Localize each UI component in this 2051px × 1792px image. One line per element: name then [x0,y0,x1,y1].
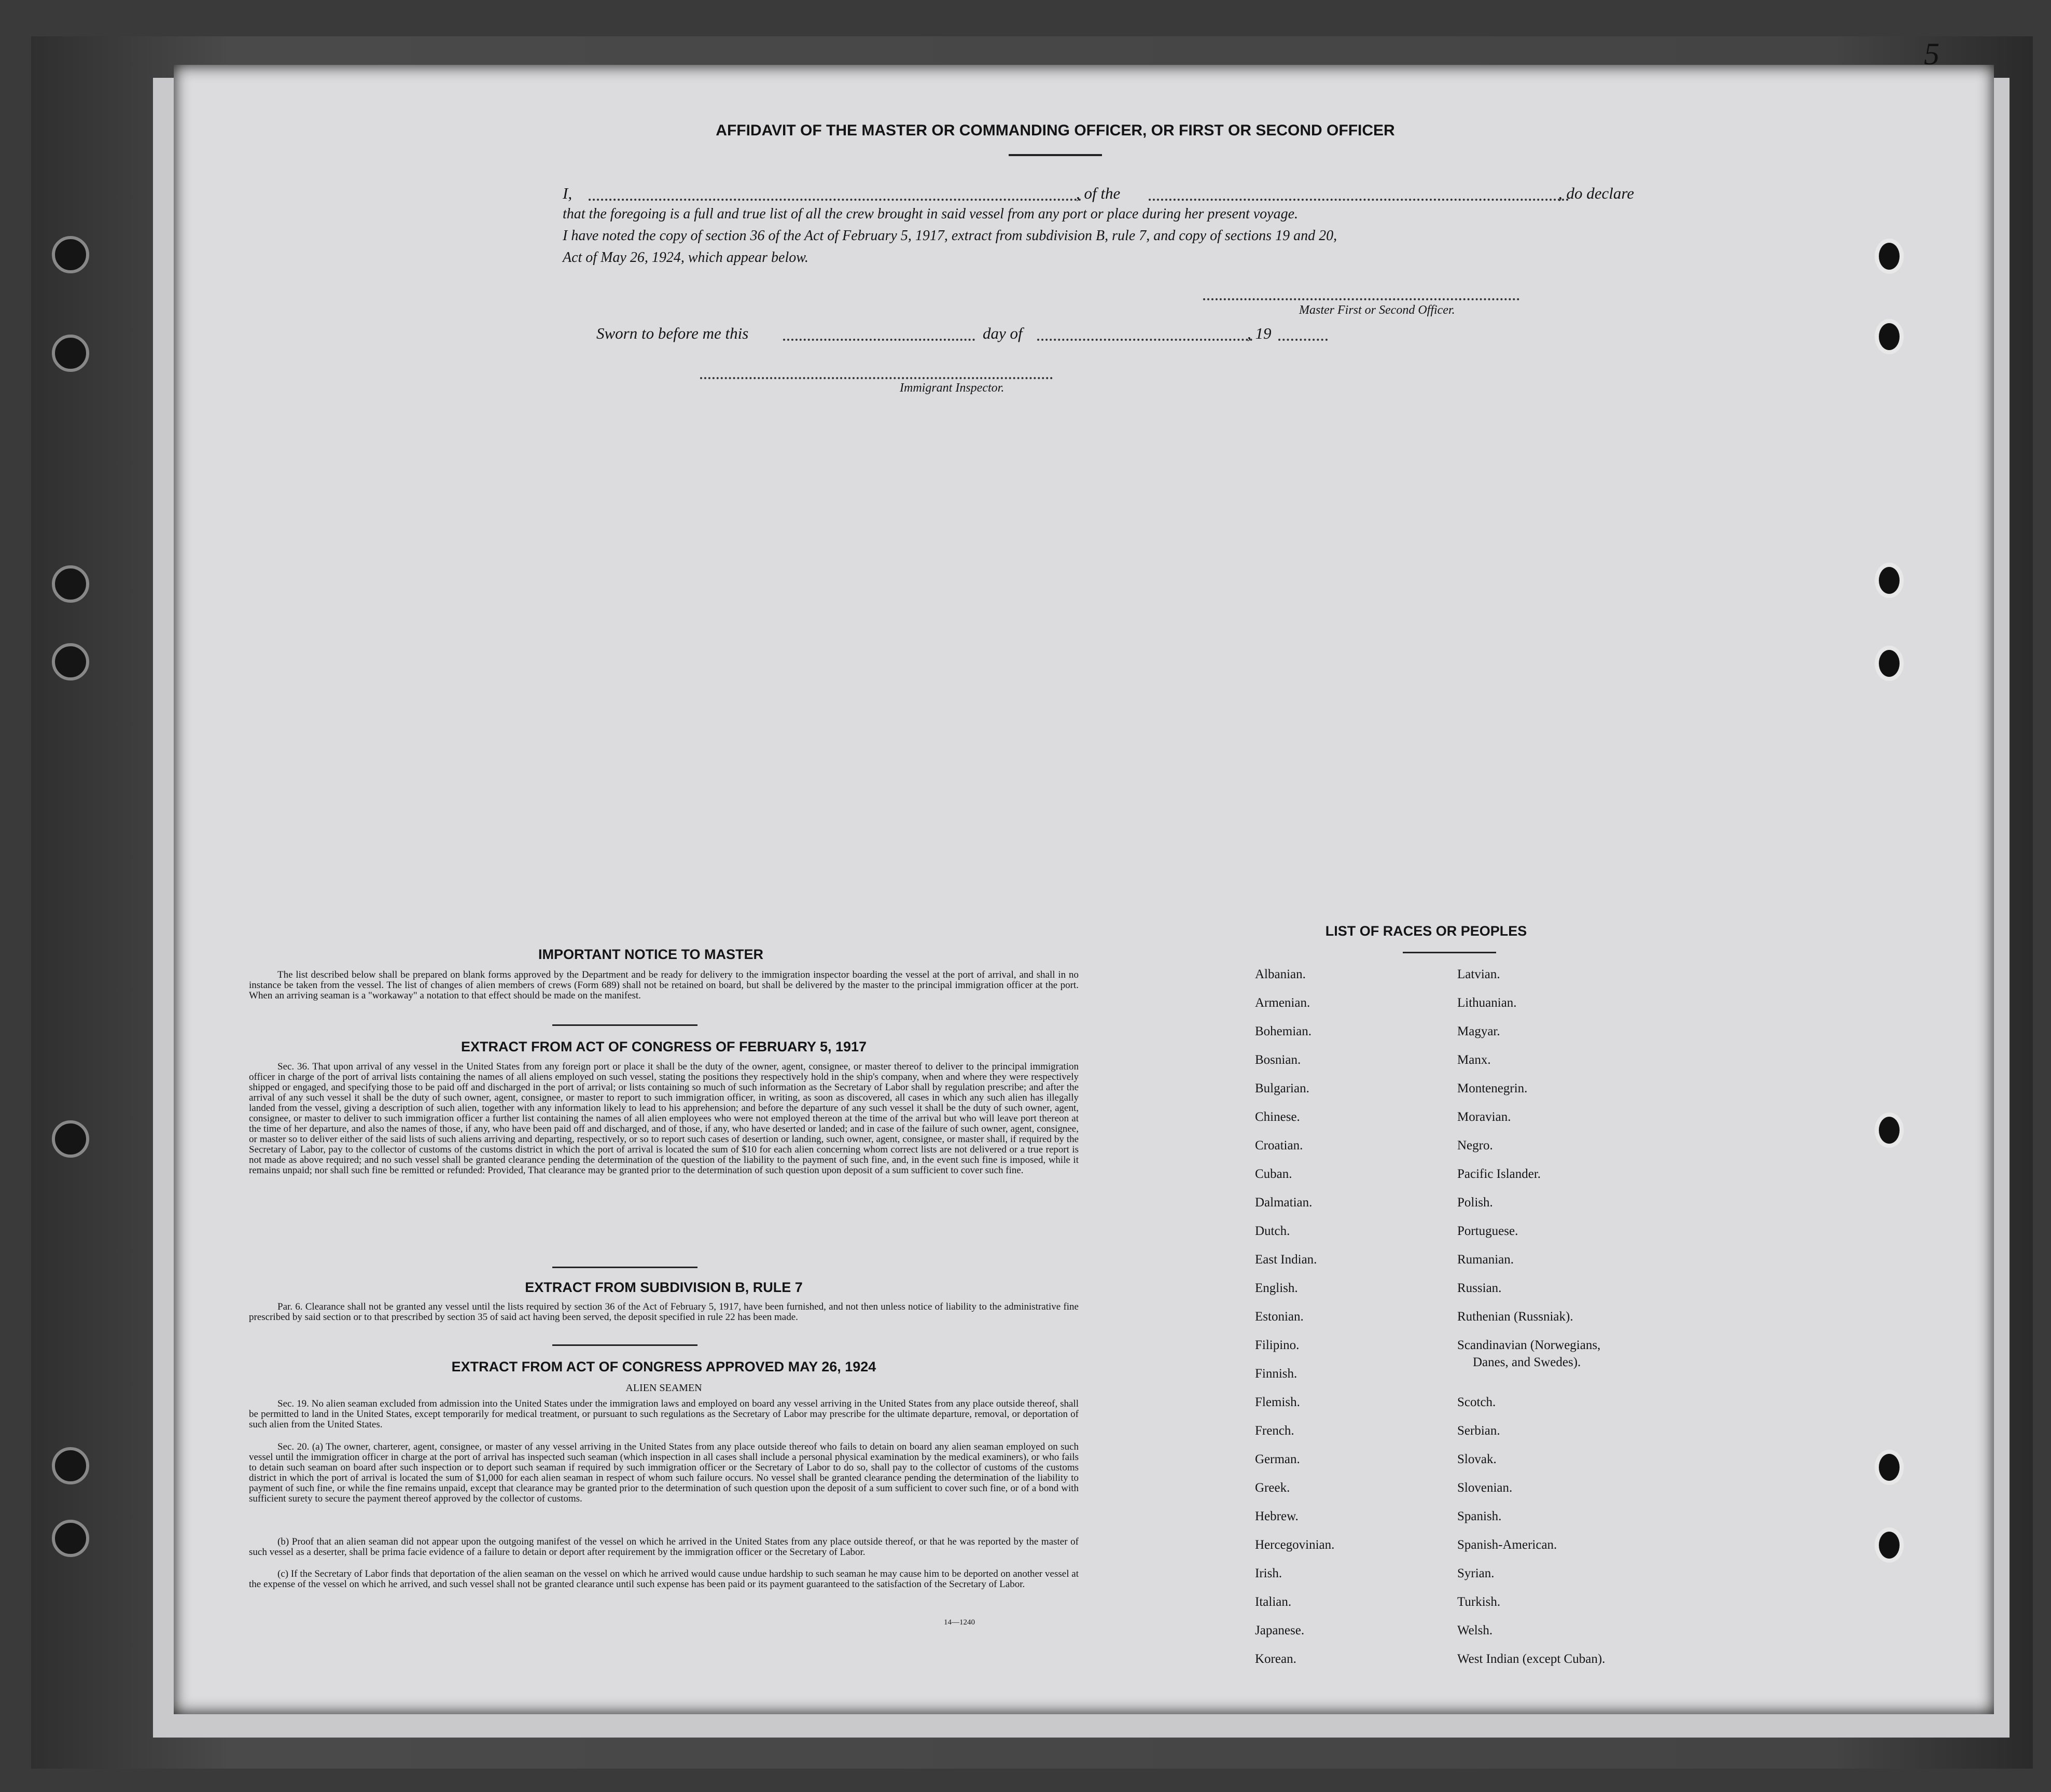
binder-hole [52,643,89,680]
race-item: East Indian. [1255,1253,1317,1267]
race-item: Serbian. [1457,1424,1500,1438]
punch-hole [1875,1450,1904,1485]
race-item: German. [1255,1452,1300,1466]
punch-hole [1875,1113,1904,1148]
race-item: Ruthenian (Russniak). [1457,1310,1573,1324]
race-item: Japanese. [1255,1623,1305,1637]
section-rule [552,1267,697,1268]
races-right-column [1457,967,1748,1668]
race-item: Bohemian. [1255,1024,1312,1038]
race-item: Bosnian. [1255,1053,1301,1067]
binder-hole [52,565,89,603]
race-item: Magyar. [1457,1024,1500,1038]
sworn-label: Sworn to before me this [596,324,749,342]
day-of-label: day of [983,324,1023,342]
race-item: French. [1255,1424,1294,1438]
race-item: Portuguese. [1457,1224,1518,1238]
affidavit-title: AFFIDAVIT OF THE MASTER OR COMMANDING OFFICER, OR FIRST OR SECOND OFFICER [716,122,1395,139]
affidavit-of-the: , of the [1076,184,1121,202]
race-item: Hercegovinian. [1255,1538,1335,1552]
race-item: Dutch. [1255,1224,1290,1238]
sec-20a-body: Sec. 20. (a) The owner, charterer, agent, consignee, or master of any vessel arriving in the United States from any place outside thereof who fails to detain on board any alien seaman employed on such vessel until the immigration officer in charge at the port of arrival has inspected such seaman (which inspection in all cases shall include a personal physical examination by the medical examiners), or who fails to detain such seaman on board after such inspection or to deport such seaman if required by such immigration officer or the Secretary of Labor to do so, shall pay to the collector of customs of the customs district in which the port of arrival is located the sum of $1,000 for each alien seaman in respect of whom such failure occurs. No vessel shall be granted clearance pending the determination of the liability to payment of such fine, or while the fine remains unpaid, except that clearance may be granted prior to the determination of such question upon the deposit of a sum sufficient to cover such fine, or of a bond with sufficient surety to secure the payment thereof approved by the collector of customs. [249,1441,1079,1504]
race-item: Polish. [1457,1196,1493,1210]
sec-19-body: Sec. 19. No alien seaman excluded from admission into the United States under the immigration laws and employed on board any vessel arriving in the United States from any place outside thereof, shall be permitted to land in the United States, except temporarily for medical treatment, or pursuant to such regulations as the Secretary of Labor may prescribe for the ultimate departure, removal, or deportation of such alien from the United States. [249,1398,1079,1430]
corner-number: 5 [1924,37,1940,71]
inspector-label: Immigrant Inspector. [900,381,1004,395]
race-item: Slovak. [1457,1452,1497,1466]
race-item: Danes, and Swedes). [1473,1355,1581,1369]
race-item: Spanish. [1457,1509,1502,1523]
races-rule [1403,952,1496,953]
binder-hole [52,335,89,372]
race-item: Hebrew. [1255,1509,1299,1523]
affidavit-line3: I have noted the copy of section 36 of the Act of February 5, 1917, extract from subdivision B, rule 7, and copy of sections 19 and 20, [563,228,1337,244]
race-item: Albanian. [1255,967,1306,981]
race-item: Lithuanian. [1457,996,1517,1010]
binder-hole [52,1447,89,1484]
affidavit-line4: Act of May 26, 1924, which appear below. [563,249,808,266]
race-item: English. [1255,1281,1298,1295]
sworn-year-blank [1278,339,1328,341]
races-title: LIST OF RACES OR PEOPLES [1325,923,1527,939]
punch-hole [1875,646,1904,681]
master-signature-line [1203,298,1519,300]
race-item: Syrian. [1457,1566,1495,1580]
year-label: , 19 [1247,324,1272,342]
race-item: Estonian. [1255,1310,1304,1324]
race-item: Manx. [1457,1053,1491,1067]
race-item: Russian. [1457,1281,1502,1295]
race-item: Turkish. [1457,1595,1501,1609]
affidavit-declare: , do declare [1558,184,1635,202]
race-item: Montenegrin. [1457,1081,1528,1095]
races-left-column [1255,967,1462,1642]
subdivision-b-title: EXTRACT FROM SUBDIVISION B, RULE 7 [525,1280,803,1295]
punch-hole [1875,1527,1904,1563]
race-item: Slovenian. [1457,1481,1513,1495]
document-page [174,37,1994,1714]
binder-hole [52,1520,89,1557]
race-item: Finnish. [1255,1367,1297,1381]
section-rule [552,1344,697,1346]
form-number: 14—1240 [944,1618,975,1627]
section-rule [552,1024,697,1026]
race-item: Pacific Islander. [1457,1167,1541,1181]
race-item: Cuban. [1255,1167,1292,1181]
sec-20b-body: (b) Proof that an alien seaman did not appear upon the outgoing manifest of the vessel on which he arrived in the United States from any place outside thereof, or that he was reported by the master of such vessel as a deserter, shall be prima facie evidence of a failure to detain or deport after requirement by the immigration officer or the Secretary of Labor. [249,1536,1079,1558]
race-item: Greek. [1255,1481,1290,1495]
race-item: Bulgarian. [1255,1081,1309,1095]
race-item: Irish. [1255,1566,1282,1580]
name-blank [589,199,1081,201]
race-item: Flemish. [1255,1395,1300,1409]
vessel-blank [1149,199,1569,201]
inspector-signature-line [700,377,1053,379]
affidavit-i: I, [563,184,573,202]
title-rule [1009,154,1102,156]
race-item: Scandinavian (Norwegians, [1457,1338,1601,1352]
subdivision-b-body: Par. 6. Clearance shall not be granted any vessel until the lists required by section 36 of the Act of February 5, 1917, have been furnished, and not then unless notice of liability to the administrative fine prescribed by said section or to that prescribed by section 35 of said act having been served, the deposit specified in rule 22 has been made. [249,1301,1079,1323]
race-item: Latvian. [1457,967,1500,981]
race-item: Moravian. [1457,1110,1511,1124]
master-label: Master First or Second Officer. [1299,303,1455,317]
race-item: Welsh. [1457,1623,1493,1637]
extract-1924-title: EXTRACT FROM ACT OF CONGRESS APPROVED MAY 26, 1924 [451,1359,876,1374]
punch-hole [1875,319,1904,354]
alien-seamen-subtitle: ALIEN SEAMEN [625,1382,702,1394]
race-item: Rumanian. [1457,1253,1514,1267]
binder-hole [52,1120,89,1158]
extract-1917-title: EXTRACT FROM ACT OF CONGRESS OF FEBRUARY 5, 1917 [461,1039,867,1054]
race-item: Armenian. [1255,996,1310,1010]
race-item: Croatian. [1255,1138,1303,1152]
race-item: Spanish-American. [1457,1538,1557,1552]
race-item: Chinese. [1255,1110,1300,1124]
race-item: West Indian (except Cuban). [1457,1652,1606,1666]
race-item: Scotch. [1457,1395,1496,1409]
binder-hole [52,236,89,273]
race-item: Negro. [1457,1138,1493,1152]
race-item: Italian. [1255,1595,1292,1609]
race-item: Dalmatian. [1255,1196,1313,1210]
affidavit-line2: that the foregoing is a full and true list of all the crew brought in said vessel from any port or place during her present voyage. [563,206,1299,222]
sworn-day-blank [783,339,975,341]
race-item: Korean. [1255,1652,1296,1666]
sworn-month-blank [1037,339,1252,341]
punch-hole [1875,563,1904,598]
race-item: Filipino. [1255,1338,1300,1352]
notice-body: The list described below shall be prepared on blank forms approved by the Department and be ready for delivery to the immigration inspector boarding the vessel at the port of arrival, and shall in no instance be taken from the vessel. The list of changes of alien members of crews (Form 689) shall not be retained on board, but shall be delivered by the master to the principal immigration officer at the port. When an arriving seaman is a "workaway" a notation to that effect should be made on the manifest. [249,969,1079,1001]
notice-title: IMPORTANT NOTICE TO MASTER [538,947,763,962]
extract-1917-body: Sec. 36. That upon arrival of any vessel in the United States from any foreign port or place it shall be the duty of the owner, agent, consignee, or master thereof to deliver to the principal immigration officer in charge of the port of arrival lists containing the names of all aliens employed on such vessel, stating the positions they respectively hold in the ship's company, when and where they were respectively shipped or engaged, and specifying those to be paid off and discharged in the port of arrival; or lists containing so much of such information as the Secretary of Labor shall by regulation prescribe; and after the arrival of any such vessel it shall be the duty of such owner, agent, consignee, or master to report to such immigration officer, in writing, as soon as discovered, all cases in which any such alien has illegally landed from the vessel, giving a description of such alien, together with any information likely to lead to his apprehension; and before the departure of any such vessel it shall be the duty of such owner, agent, consignee, or master to deliver to such immigration officer a further list containing the names of all alien employees who were not employed thereon at the time of the arrival but who will leave port thereon at the time of her departure, and also the names of those, if any, who have been paid off and discharged, and of those, if any, who have deserted or landed; and in case of the failure of such owner, agent, consignee, or master so to deliver either of the said lists of such aliens arriving and departing, respectively, or so to report such cases of desertion or landing, such owner, agent, consignee, or master shall, if required by the Secretary of Labor, pay to the collector of customs of the customs district in which the port of arrival is located the sum of $10 for each alien concerning whom correct lists are not delivered or a true report is not made as above required; and no such vessel shall be granted clearance pending the determination of the question of the liability to the payment of such fine, and, in the event such fine is imposed, while it remains unpaid; nor shall such fine be remitted or refunded: Provided, That clearance may be granted prior to the determination of such question upon deposit of a sum sufficient to cover such fine. [249,1061,1079,1176]
sec-20c-body: (c) If the Secretary of Labor finds that deportation of the alien seaman on the vessel on which he arrived would cause undue hardship to such seaman he may cause him to be deported on another vessel at the expense of the vessel on which he arrived, and such vessel shall not be granted clearance until such expense has been paid or its payment guaranteed to the satisfaction of the Secretary of Labor. [249,1568,1079,1590]
punch-hole [1875,239,1904,274]
